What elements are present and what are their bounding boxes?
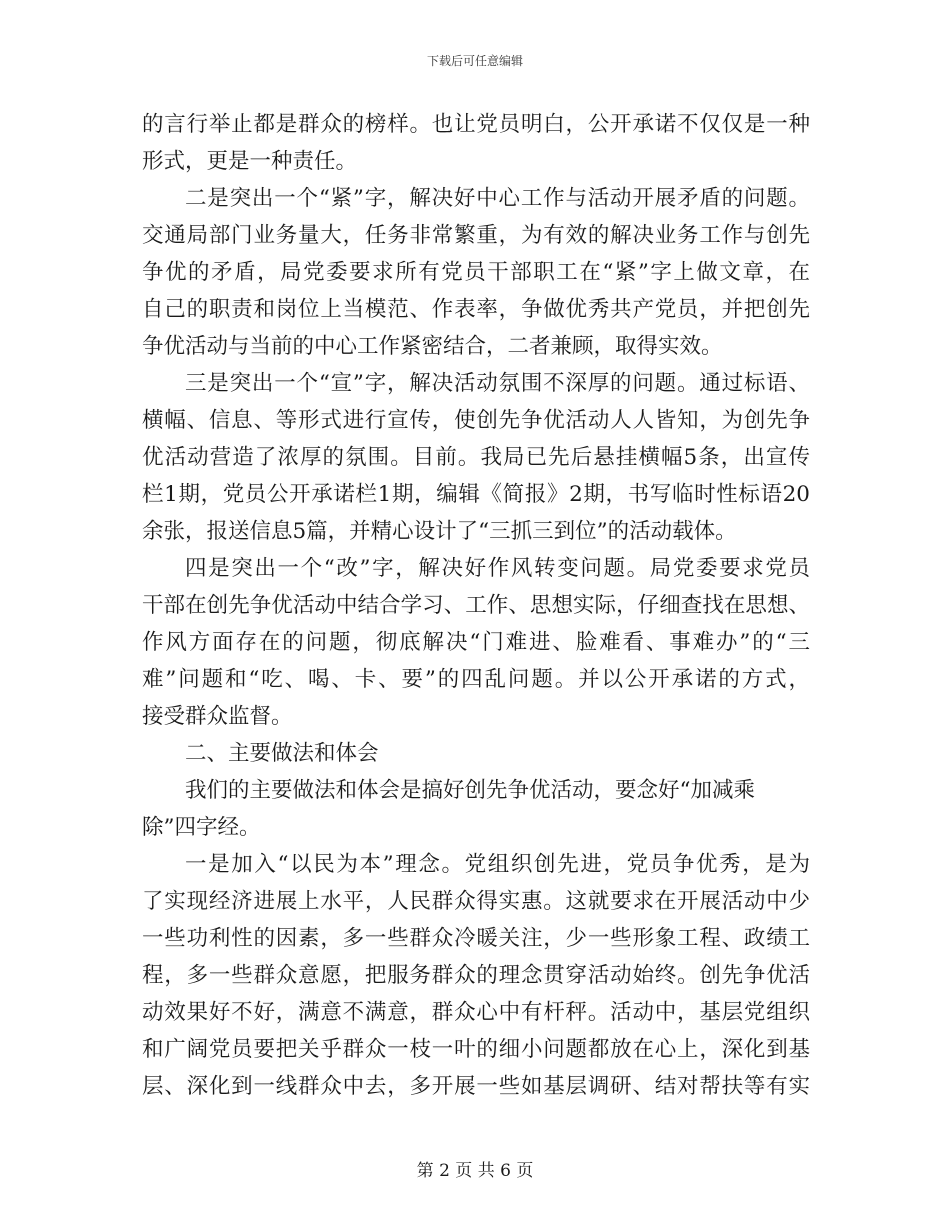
text-line: 一些功利性的因素，多一些群众冷暖关注，少一些形象工程、政绩工 xyxy=(142,926,810,951)
text-line: 自己的职责和岗位上当模范、作表率，争做优秀共产党员，并把创先 xyxy=(142,297,810,322)
text-line: 难”问题和“吃、喝、卡、要”的四乱问题。并以公开承诺的方式， xyxy=(142,667,810,692)
document-body xyxy=(142,106,810,1105)
text-line: 干部在创先争优活动中结合学习、工作、思想实际，仔细查找在思想、 xyxy=(142,593,810,618)
text-line: 三是突出一个“宣”字，解决活动氛围不深厚的问题。通过标语、 xyxy=(185,371,810,396)
text-line: 层、深化到一线群众中去，多开展一些如基层调研、结对帮扶等有实 xyxy=(142,1074,810,1099)
page-header: 下载后可任意编辑 xyxy=(426,54,523,68)
text-line: 一是加入“以民为本”理念。党组织创先进，党员争优秀，是为 xyxy=(185,852,810,877)
text-line: 争优活动与当前的中心工作紧密结合，二者兼顾，取得实效。 xyxy=(142,334,723,359)
text-line: 我们的主要做法和体会是搞好创先争优活动，要念好“加减乘 xyxy=(185,778,755,803)
text-line: 交通局部门业务量大，任务非常繁重，为有效的解决业务工作与创先 xyxy=(142,223,810,248)
text-line: 四是突出一个“改”字，解决好作风转变问题。局党委要求党员 xyxy=(185,556,810,581)
text-line: 二是突出一个“紧”字，解决好中心工作与活动开展矛盾的问题。 xyxy=(185,186,810,211)
text-line: 栏1期，党员公开承诺栏1期，编辑《简报》2期，书写临时性标语20 xyxy=(142,482,810,507)
text-line: 争优的矛盾，局党委要求所有党员干部职工在“紧”字上做文章，在 xyxy=(142,260,810,285)
text-line: 横幅、信息、等形式进行宣传，使创先争优活动人人皆知，为创先争 xyxy=(142,408,810,433)
text-line: 二、主要做法和体会 xyxy=(185,741,379,766)
text-line: 程，多一些群众意愿，把服务群众的理念贯穿活动始终。创先争优活 xyxy=(142,963,810,988)
text-line: 除”四字经。 xyxy=(142,815,261,840)
text-line: 了实现经济进展上水平，人民群众得实惠。这就要求在开展活动中少 xyxy=(142,889,810,914)
page-number: 第 2 页 共 6 页 xyxy=(416,1161,534,1181)
text-line: 作风方面存在的问题，彻底解决“门难进、脸难看、事难办”的“三 xyxy=(142,630,810,655)
text-line: 优活动营造了浓厚的氛围。目前。我局已先后悬挂横幅5条，出宣传 xyxy=(142,445,810,470)
text-line: 的言行举止都是群众的榜样。也让党员明白，公开承诺不仅仅是一种 xyxy=(142,112,810,137)
text-line: 形式，更是一种责任。 xyxy=(142,149,358,174)
text-line: 和广阔党员要把关乎群众一枝一叶的细小问题都放在心上，深化到基 xyxy=(142,1037,810,1062)
text-line: 余张，报送信息5篇，并精心设计了“三抓三到位”的活动载体。 xyxy=(142,519,737,544)
text-line: 接受群众监督。 xyxy=(142,704,293,729)
text-line: 动效果好不好，满意不满意，群众心中有杆秤。活动中，基层党组织 xyxy=(142,1000,810,1025)
